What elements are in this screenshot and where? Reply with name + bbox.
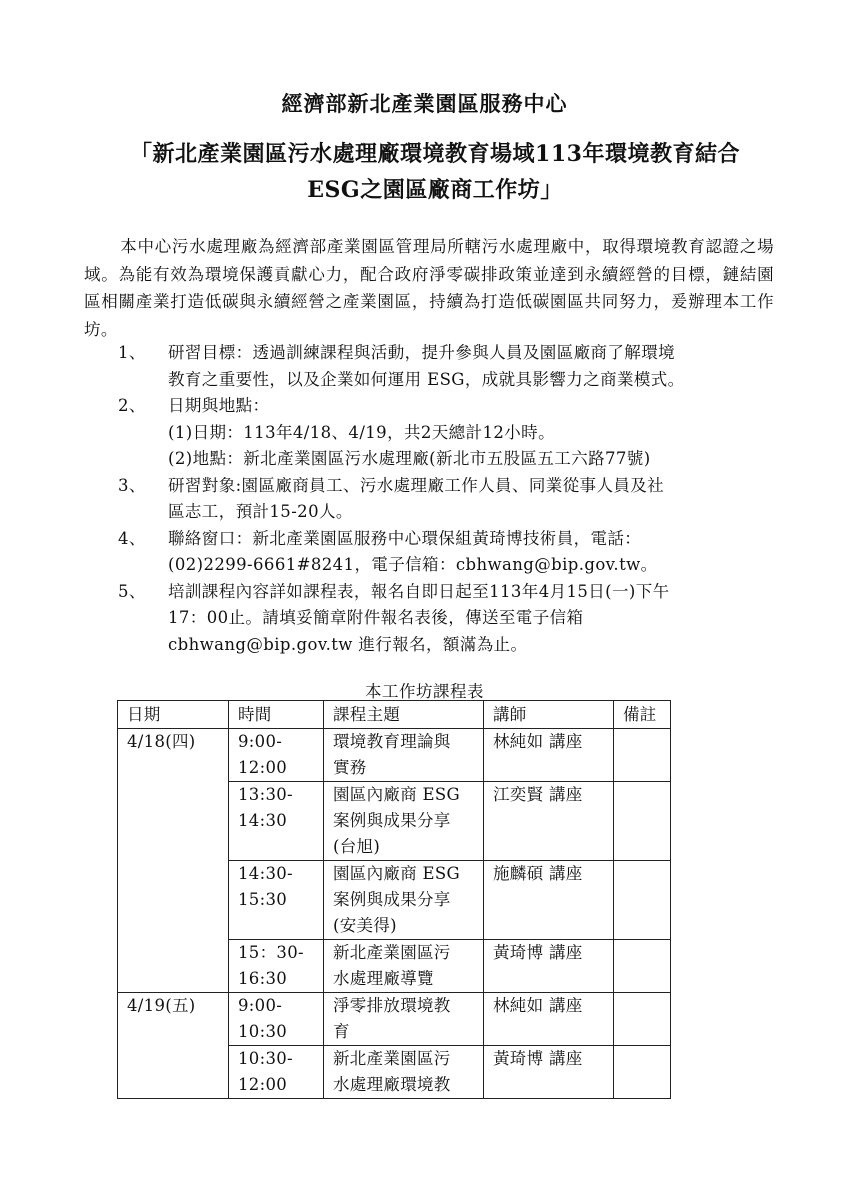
item-number: 1、 xyxy=(118,343,146,362)
item-line: 培訓課程內容詳如課程表，報名自即日起至113年4月15日(一)下午 xyxy=(168,581,670,601)
time-cell: 13:30- 14:30 xyxy=(229,782,324,861)
topic-cell: 園區內廠商 ESG 案例與成果分享 (安美得) xyxy=(324,861,484,940)
header-time: 時間 xyxy=(229,701,324,729)
item-number: 2、 xyxy=(118,396,146,415)
topic-cell: 新北產業園區污 水處理廠導覽 xyxy=(324,940,484,993)
note-cell xyxy=(614,729,671,782)
header-topic: 課程主題 xyxy=(324,701,484,729)
table-row xyxy=(118,729,671,782)
event-title-line-2: ESG之園區廠商工作坊」 xyxy=(307,177,563,203)
date-cell: 4/19(五) xyxy=(118,993,229,1099)
topic-cell: 新北產業園區污 水處理廠環境教 xyxy=(324,1046,484,1099)
note-cell xyxy=(614,861,671,940)
item-number: 4、 xyxy=(118,528,146,548)
item-number: 3、 xyxy=(118,475,146,495)
event-title xyxy=(90,136,780,208)
intro-paragraph: 本中心污水處理廠為經濟部產業園區管理局所轄污水處理廠中，取得環境教育認證之場域。為能有效為環境保護貢獻心力，配合政府淨零碳排政策並達到永續經營的目標，鏈結園區相關產業打造低碳與永續經營之產業園區，持續為打造低碳園區共同努力，爰辦理本工作坊。 xyxy=(84,237,774,339)
item-line: 教育之重要性，以及企業如何運用 ESG，成就具影響力之商業模式。 xyxy=(168,369,685,389)
table-row xyxy=(118,993,671,1046)
schedule-table xyxy=(117,700,671,1099)
list-item-date-location xyxy=(84,393,784,473)
item-line: (2)地點：新北產業園區污水處理廠(新北市五股區五工六路77號) xyxy=(168,449,651,468)
list-item-audience xyxy=(84,473,784,526)
item-line: (02)2299-6661#8241，電子信箱：cbhwang@bip.gov.tw。 xyxy=(168,555,658,574)
item-line: 17：00止。請填妥簡章附件報名表後，傳送至電子信箱 xyxy=(168,608,584,627)
topic-cell: 環境教育理論與 實務 xyxy=(324,729,484,782)
lecturer-cell: 黃琦博 講座 xyxy=(484,1046,614,1099)
list-item-objective xyxy=(84,340,784,393)
item-line: 日期與地點： xyxy=(168,396,270,415)
lecturer-cell: 林純如 講座 xyxy=(484,729,614,782)
item-line: 研習對象:園區廠商員工、污水處理廠工作人員、同業從事人員及社 xyxy=(168,475,665,495)
list-item-registration xyxy=(84,579,784,659)
organization-title: 經濟部新北產業園區服務中心 xyxy=(281,91,568,116)
item-line: 聯絡窗口：新北產業園區服務中心環保組黃琦博技術員，電話： xyxy=(168,528,642,548)
list-item-contact xyxy=(84,526,784,579)
note-cell xyxy=(614,782,671,861)
topic-cell: 淨零排放環境教 育 xyxy=(324,993,484,1046)
time-cell: 10:30- 12:00 xyxy=(229,1046,324,1099)
time-cell: 9:00- 12:00 xyxy=(229,729,324,782)
topic-cell: 園區內廠商 ESG 案例與成果分享 (台旭) xyxy=(324,782,484,861)
date-cell: 4/18(四) xyxy=(118,729,229,993)
item-line: (1)日期：113年4/18、4/19，共2天總計12小時。 xyxy=(168,422,555,442)
time-cell: 14:30- 15:30 xyxy=(229,861,324,940)
lecturer-cell: 江奕賢 講座 xyxy=(484,782,614,861)
header-lecturer: 講師 xyxy=(484,701,614,729)
schedule-caption: 本工作坊課程表 xyxy=(365,682,484,701)
lecturer-cell: 黃琦博 講座 xyxy=(484,940,614,993)
item-line: 研習目標：透過訓練課程與活動，提升參與人員及園區廠商了解環境 xyxy=(168,343,675,362)
table-header-row xyxy=(118,701,671,729)
time-cell: 9:00- 10:30 xyxy=(229,993,324,1046)
header-date: 日期 xyxy=(118,701,229,729)
note-cell xyxy=(614,1046,671,1099)
note-cell xyxy=(614,993,671,1046)
header-note: 備註 xyxy=(614,701,671,729)
note-cell xyxy=(614,940,671,993)
event-title-line-1: 「新北產業園區污水處理廠環境教育場域113年環境教育結合 xyxy=(130,141,740,167)
lecturer-cell: 施麟碩 講座 xyxy=(484,861,614,940)
item-line: cbhwang@bip.gov.tw 進行報名，額滿為止。 xyxy=(168,634,528,654)
item-line: 區志工，預計15-20人。 xyxy=(168,502,353,521)
time-cell: 15：30- 16:30 xyxy=(229,940,324,993)
lecturer-cell: 林純如 講座 xyxy=(484,993,614,1046)
item-list xyxy=(84,340,784,658)
item-number: 5、 xyxy=(118,581,146,601)
